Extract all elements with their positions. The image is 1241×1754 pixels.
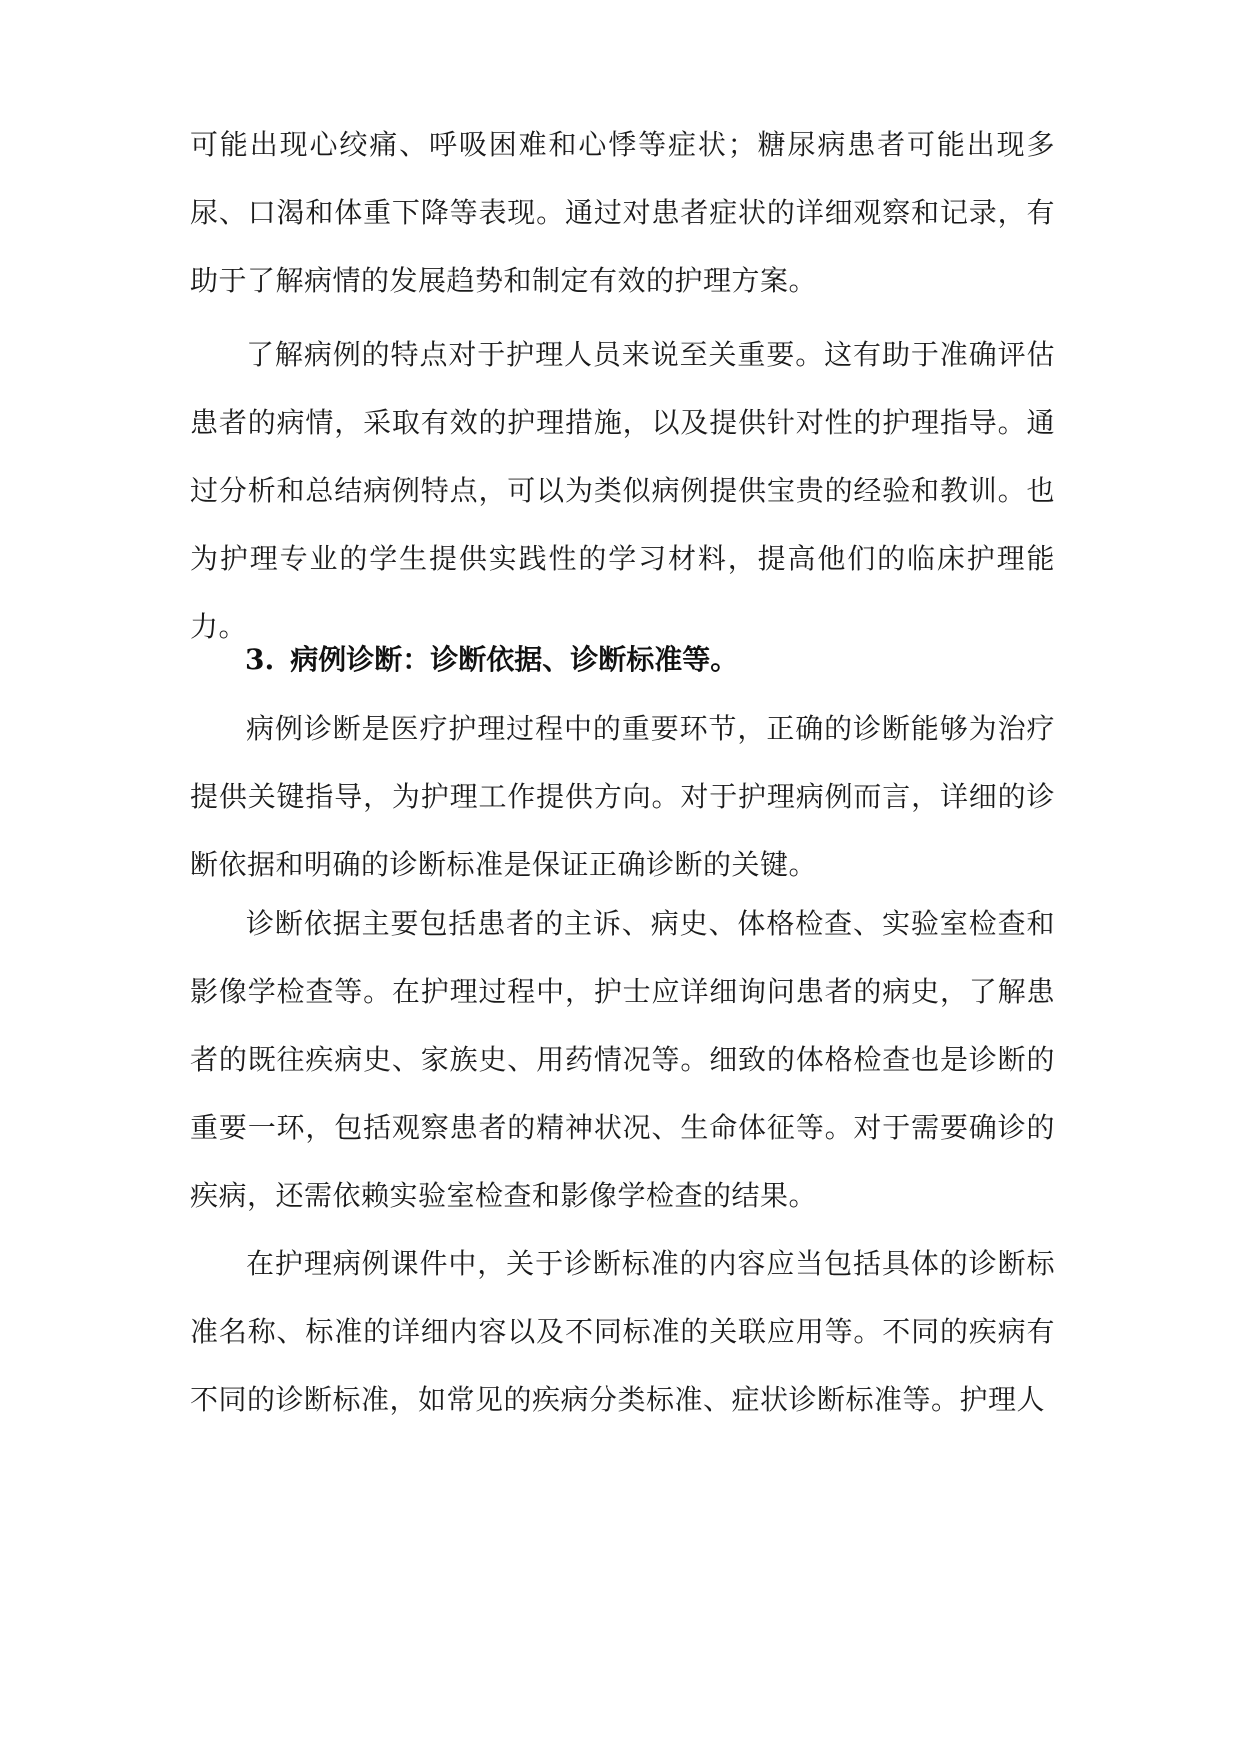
- paragraph-case-characteristics: 了解病例的特点对于护理人员来说至关重要。这有助于准确评估患者的病情，采取有效的护理措施，以及提供针对性的护理指导。通过分析和总结病例特点，可以为类似病例提供宝贵的经验和教训。也为护理专业的学生提供实践性的学习材料，提高他们的临床护理能力。: [190, 338, 1055, 643]
- paragraph-diagnosis-standards: 在护理病例课件中，关于诊断标准的内容应当包括具体的诊断标准名称、标准的详细内容以及不同标准的关联应用等。不同的疾病有不同的诊断标准，如常见的疾病分类标准、症状诊断标准等。护理人: [190, 1247, 1055, 1416]
- section-heading: [245, 626, 738, 694]
- section-title: 病例诊断：诊断依据、诊断标准等。: [290, 643, 739, 676]
- section-number: 3.: [245, 643, 275, 676]
- paragraph-symptoms-continued: 可能出现心绞痛、呼吸困难和心悸等症状；糖尿病患者可能出现多尿、口渴和体重下降等表现。通过对患者症状的详细观察和记录，有助于了解病情的发展趋势和制定有效的护理方案。: [190, 128, 1055, 297]
- paragraph-diagnosis-basis: 诊断依据主要包括患者的主诉、病史、体格检查、实验室检查和影像学检查等。在护理过程中，护士应详细询问患者的病史，了解患者的既往疾病史、家族史、用药情况等。细致的体格检查也是诊断的重要一环，包括观察患者的精神状况、生命体征等。对于需要确诊的疾病，还需依赖实验室检查和影像学检查的结果。: [190, 907, 1055, 1212]
- paragraph-diagnosis-intro: 病例诊断是医疗护理过程中的重要环节，正确的诊断能够为治疗提供关键指导，为护理工作提供方向。对于护理病例而言，详细的诊断依据和明确的诊断标准是保证正确诊断的关键。: [190, 712, 1055, 881]
